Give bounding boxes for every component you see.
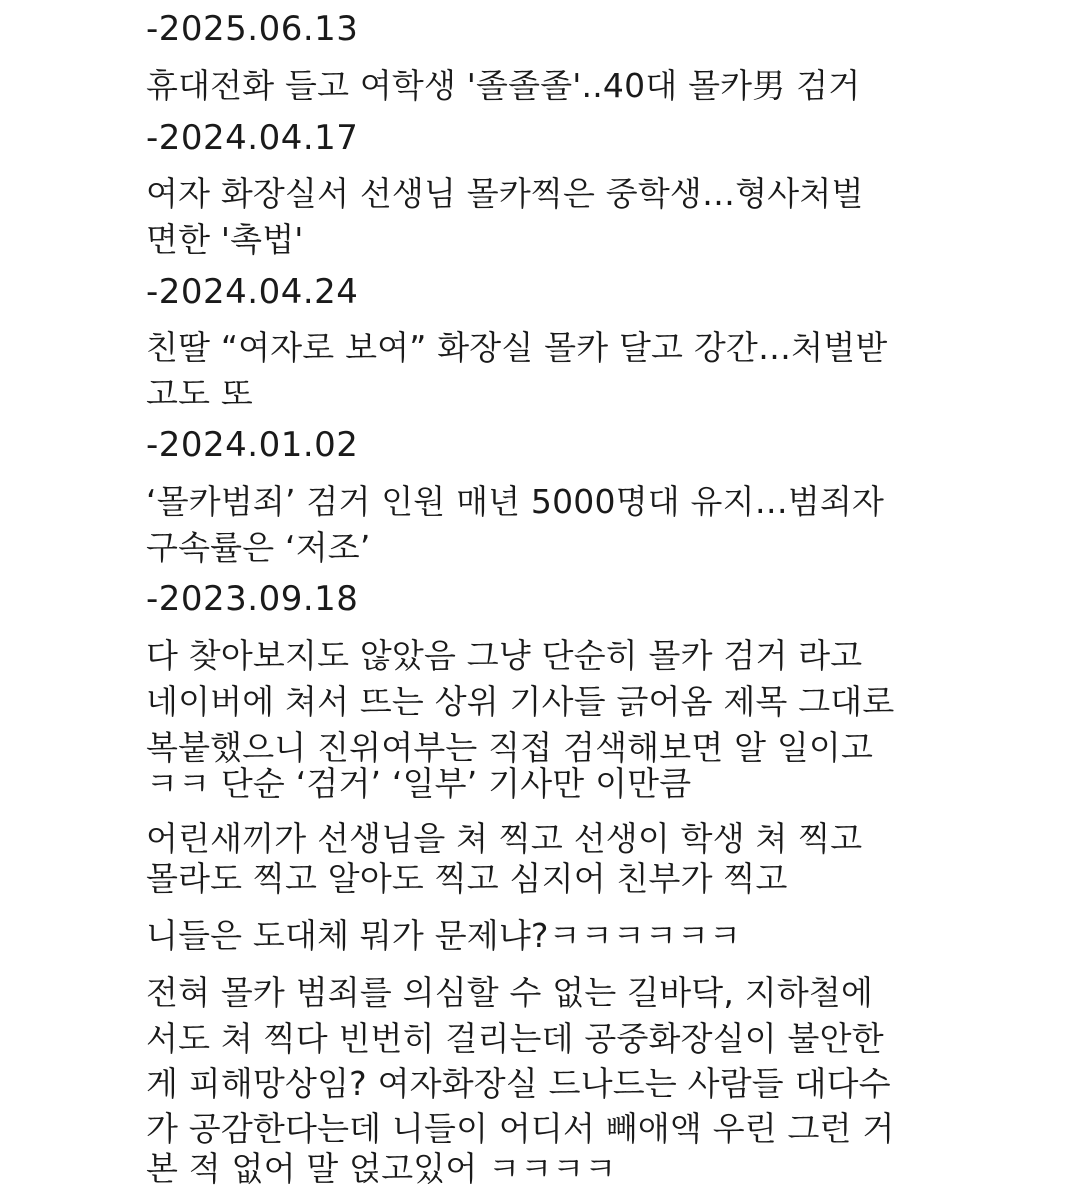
- paragraph-line: 네이버에 쳐서 뜨는 상위 기사들 긁어옴 제목 그대로: [146, 682, 895, 721]
- date-line: -2025.06.13: [146, 9, 359, 49]
- paragraph-line: 어린새끼가 선생님을 쳐 찍고 선생이 학생 쳐 찍고: [146, 819, 863, 858]
- paragraph-line: 다 찾아보지도 않았음 그냥 단순히 몰카 검거 라고: [146, 636, 863, 675]
- paragraph-line: 가 공감한다는데 니들이 어디서 빼애액 우린 그런 거: [146, 1109, 895, 1148]
- paragraph-line: 복붙했으니 진위여부는 직접 검색해보면 알 일이고: [146, 728, 874, 767]
- headline-line: 여자 화장실서 선생님 몰카찍은 중학생…형사처벌: [146, 174, 864, 213]
- headline-line: 친딸 “여자로 보여” 화장실 몰카 달고 강간…처벌받: [146, 328, 888, 367]
- paragraph-line: ㅋㅋ 단순 ‘검거’ ‘일부’ 기사만 이만큼: [146, 764, 692, 803]
- paragraph-line: 본 적 없어 말 얹고있어 ㅋㅋㅋㅋ: [146, 1149, 617, 1188]
- headline-line: ‘몰카범죄’ 검거 인원 매년 5000명대 유지…범죄자: [146, 482, 885, 521]
- paragraph-line: 서도 쳐 찍다 빈번히 걸리는데 공중화장실이 불안한: [146, 1019, 884, 1058]
- date-line: -2024.04.24: [146, 272, 359, 312]
- paragraph-line: 전혀 몰카 범죄를 의심할 수 없는 길바닥, 지하철에: [146, 973, 874, 1012]
- paragraph-line: 니들은 도대체 뭐가 문제냐?ㅋㅋㅋㅋㅋㅋ: [146, 916, 742, 955]
- paragraph-line: 게 피해망상임? 여자화장실 드나드는 사람들 대다수: [146, 1064, 891, 1103]
- headline-line: 구속률은 ‘저조’: [146, 528, 371, 567]
- date-line: -2023.09.18: [146, 579, 359, 619]
- date-line: -2024.01.02: [146, 425, 359, 465]
- headline-line: 휴대전화 들고 여학생 '졸졸졸'..40대 몰카男 검거: [146, 66, 861, 105]
- paragraph-line: 몰라도 찍고 알아도 찍고 심지어 친부가 찍고: [146, 859, 788, 898]
- headline-line: 고도 또: [146, 374, 253, 413]
- headline-line: 면한 '촉법': [146, 220, 304, 259]
- date-line: -2024.04.17: [146, 118, 359, 158]
